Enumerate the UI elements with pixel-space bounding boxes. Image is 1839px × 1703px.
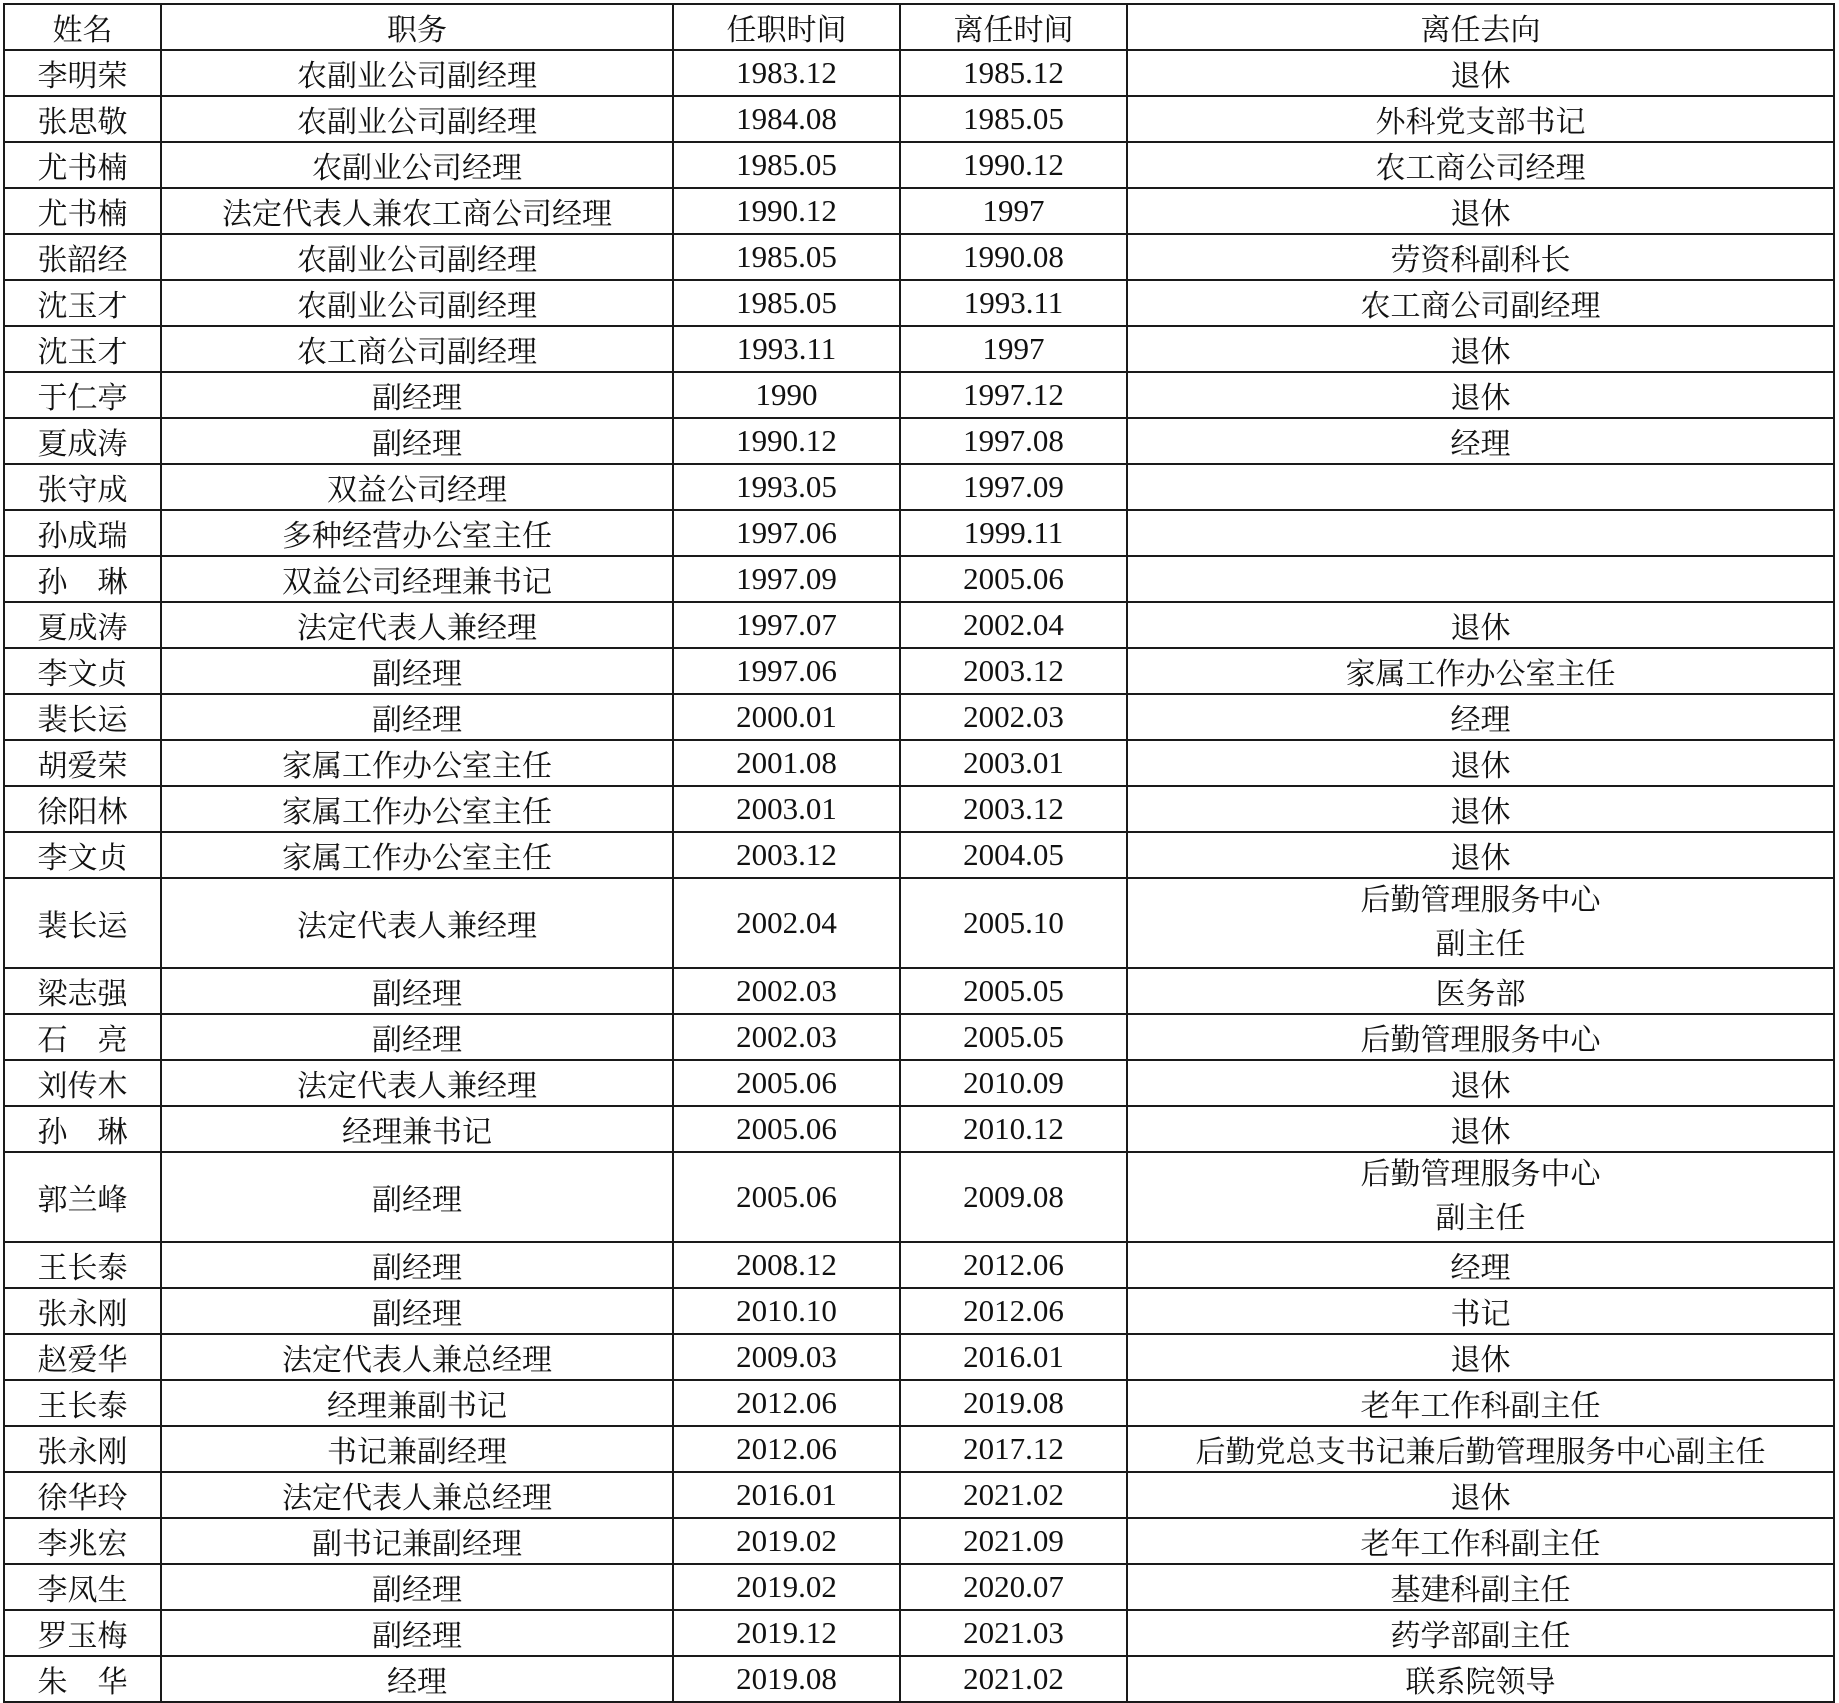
cell-name: 王长泰: [4, 1380, 161, 1426]
cell-name: 沈玉才: [4, 280, 161, 326]
cell-post: 副经理: [161, 968, 673, 1014]
table-row: [4, 1242, 1834, 1288]
cell-post: 副经理: [161, 1152, 673, 1242]
cell-post: 法定代表人兼经理: [161, 878, 673, 968]
personnel-table: [3, 3, 1835, 1703]
cell-post: 副经理: [161, 1564, 673, 1610]
cell-end-date: 1993.11: [900, 280, 1127, 326]
cell-end-date: 1990.08: [900, 234, 1127, 280]
table-row: [4, 418, 1834, 464]
cell-post: 书记兼副经理: [161, 1426, 673, 1472]
destination-line: 退休: [1450, 1343, 1511, 1378]
table-row: [4, 188, 1834, 234]
cell-end-date: 2003.01: [900, 740, 1127, 786]
cell-end-date: 2020.07: [900, 1564, 1127, 1610]
cell-name: 于仁亭: [4, 372, 161, 418]
table-row: [4, 602, 1834, 648]
cell-name: 朱 华: [4, 1656, 161, 1702]
cell-start-date: 1997.09: [673, 556, 900, 602]
destination-line: 后勤管理服务中心: [1360, 1023, 1601, 1058]
table-row: [4, 1380, 1834, 1426]
destination-line: 基建科副主任: [1390, 1573, 1571, 1608]
cell-destination: [1127, 1334, 1834, 1380]
cell-start-date: 2003.12: [673, 832, 900, 878]
table-row: [4, 1106, 1834, 1152]
cell-start-date: 1997.07: [673, 602, 900, 648]
cell-start-date: 1985.05: [673, 142, 900, 188]
cell-post: 法定代表人兼经理: [161, 1060, 673, 1106]
cell-end-date: 2016.01: [900, 1334, 1127, 1380]
cell-destination: [1127, 1014, 1834, 1060]
cell-start-date: 2019.08: [673, 1656, 900, 1702]
header-end-date: 离任时间: [900, 4, 1127, 50]
cell-post: 法定代表人兼总经理: [161, 1334, 673, 1380]
destination-line: 老年工作科副主任: [1360, 1389, 1601, 1424]
cell-start-date: 2005.06: [673, 1060, 900, 1106]
table-row: [4, 1014, 1834, 1060]
cell-end-date: 2005.10: [900, 878, 1127, 968]
cell-destination: [1127, 694, 1834, 740]
cell-end-date: 2005.05: [900, 1014, 1127, 1060]
cell-name: 张韶经: [4, 234, 161, 280]
cell-destination: [1127, 1518, 1834, 1564]
cell-end-date: 2019.08: [900, 1380, 1127, 1426]
cell-post: 副经理: [161, 1242, 673, 1288]
destination-line: 老年工作科副主任: [1360, 1527, 1601, 1562]
table-row: [4, 280, 1834, 326]
table-row: [4, 1426, 1834, 1472]
cell-end-date: 2017.12: [900, 1426, 1127, 1472]
cell-end-date: 1997: [900, 326, 1127, 372]
cell-destination: [1127, 1288, 1834, 1334]
cell-name: 夏成涛: [4, 602, 161, 648]
destination-line: 副主任: [1435, 927, 1526, 962]
cell-post: 农副业公司副经理: [161, 280, 673, 326]
cell-name: 刘传木: [4, 1060, 161, 1106]
cell-name: 张思敬: [4, 96, 161, 142]
cell-start-date: 2005.06: [673, 1106, 900, 1152]
destination-line: 联系院领导: [1405, 1665, 1556, 1700]
cell-end-date: 1990.12: [900, 142, 1127, 188]
cell-name: 石 亮: [4, 1014, 161, 1060]
cell-name: 张永刚: [4, 1426, 161, 1472]
cell-start-date: 2010.10: [673, 1288, 900, 1334]
cell-post: 副经理: [161, 694, 673, 740]
destination-line: 后勤管理服务中心: [1360, 1157, 1601, 1192]
cell-post: 副经理: [161, 1288, 673, 1334]
cell-destination: [1127, 1656, 1834, 1702]
cell-post: 经理: [161, 1656, 673, 1702]
header-name: 姓名: [4, 4, 161, 50]
destination-line: 外科党支部书记: [1375, 105, 1586, 140]
cell-destination: [1127, 1060, 1834, 1106]
cell-destination: [1127, 740, 1834, 786]
cell-start-date: 2009.03: [673, 1334, 900, 1380]
cell-end-date: 2009.08: [900, 1152, 1127, 1242]
table-row: [4, 878, 1834, 968]
cell-end-date: 2005.06: [900, 556, 1127, 602]
cell-name: 赵爱华: [4, 1334, 161, 1380]
cell-name: 孙 琳: [4, 1106, 161, 1152]
cell-end-date: 1999.11: [900, 510, 1127, 556]
cell-post: 副经理: [161, 418, 673, 464]
destination-line: 退休: [1450, 335, 1511, 370]
cell-end-date: 2010.09: [900, 1060, 1127, 1106]
cell-destination: [1127, 50, 1834, 96]
cell-name: 胡爱荣: [4, 740, 161, 786]
cell-start-date: 1990: [673, 372, 900, 418]
destination-line: 药学部副主任: [1390, 1619, 1571, 1654]
cell-name: 王长泰: [4, 1242, 161, 1288]
destination-line: 退休: [1450, 59, 1511, 94]
cell-start-date: 1985.05: [673, 234, 900, 280]
cell-post: 法定代表人兼经理: [161, 602, 673, 648]
table-row: [4, 740, 1834, 786]
table-row: [4, 968, 1834, 1014]
destination-line: 退休: [1450, 749, 1511, 784]
cell-destination: [1127, 280, 1834, 326]
destination-line: 经理: [1450, 1251, 1511, 1286]
cell-end-date: 2003.12: [900, 648, 1127, 694]
cell-end-date: 2021.02: [900, 1472, 1127, 1518]
destination-line: 退休: [1450, 197, 1511, 232]
cell-destination: [1127, 968, 1834, 1014]
cell-name: 徐阳林: [4, 786, 161, 832]
cell-start-date: 1993.05: [673, 464, 900, 510]
table-row: [4, 832, 1834, 878]
table-body: [4, 50, 1834, 1702]
cell-name: 裴长运: [4, 878, 161, 968]
cell-end-date: 2021.09: [900, 1518, 1127, 1564]
table-row: [4, 786, 1834, 832]
cell-destination: [1127, 556, 1834, 602]
cell-name: 郭兰峰: [4, 1152, 161, 1242]
cell-start-date: 2016.01: [673, 1472, 900, 1518]
cell-end-date: 1997.12: [900, 372, 1127, 418]
table-row: [4, 372, 1834, 418]
cell-post: 农副业公司经理: [161, 142, 673, 188]
cell-name: 梁志强: [4, 968, 161, 1014]
cell-end-date: 1985.12: [900, 50, 1127, 96]
table-row: [4, 96, 1834, 142]
destination-line: 退休: [1450, 841, 1511, 876]
header-destination: 离任去向: [1127, 4, 1834, 50]
table-row: [4, 1564, 1834, 1610]
cell-post: 多种经营办公室主任: [161, 510, 673, 556]
cell-post: 副经理: [161, 1014, 673, 1060]
cell-start-date: 2019.02: [673, 1564, 900, 1610]
destination-line: 退休: [1450, 1481, 1511, 1516]
cell-destination: [1127, 832, 1834, 878]
destination-line: 副主任: [1435, 1201, 1526, 1236]
cell-name: 李兆宏: [4, 1518, 161, 1564]
destination-line: 医务部: [1435, 977, 1526, 1012]
cell-name: 孙 琳: [4, 556, 161, 602]
cell-name: 李凤生: [4, 1564, 161, 1610]
cell-destination: [1127, 188, 1834, 234]
destination-line: 退休: [1450, 611, 1511, 646]
cell-end-date: 1997.09: [900, 464, 1127, 510]
cell-start-date: 2005.06: [673, 1152, 900, 1242]
table-row: [4, 1472, 1834, 1518]
cell-name: 张守成: [4, 464, 161, 510]
table-row: [4, 694, 1834, 740]
cell-post: 经理兼书记: [161, 1106, 673, 1152]
destination-line: 退休: [1450, 795, 1511, 830]
cell-name: 罗玉梅: [4, 1610, 161, 1656]
cell-post: 法定代表人兼总经理: [161, 1472, 673, 1518]
table-row: [4, 510, 1834, 556]
cell-start-date: 1983.12: [673, 50, 900, 96]
cell-destination: [1127, 96, 1834, 142]
table-row: [4, 1288, 1834, 1334]
header-row: [4, 4, 1834, 50]
cell-start-date: 2012.06: [673, 1380, 900, 1426]
cell-end-date: 2010.12: [900, 1106, 1127, 1152]
cell-post: 经理兼副书记: [161, 1380, 673, 1426]
cell-post: 农副业公司副经理: [161, 50, 673, 96]
cell-post: 法定代表人兼农工商公司经理: [161, 188, 673, 234]
destination-line: 经理: [1450, 427, 1511, 462]
cell-post: 农工商公司副经理: [161, 326, 673, 372]
table-row: [4, 326, 1834, 372]
cell-end-date: 2021.03: [900, 1610, 1127, 1656]
cell-start-date: 2002.03: [673, 1014, 900, 1060]
cell-destination: [1127, 1564, 1834, 1610]
cell-destination: [1127, 1426, 1834, 1472]
table-row: [4, 234, 1834, 280]
table-row: [4, 142, 1834, 188]
destination-line: 书记: [1450, 1297, 1511, 1332]
cell-start-date: 2012.06: [673, 1426, 900, 1472]
table-header: [4, 4, 1834, 50]
cell-destination: [1127, 878, 1834, 968]
cell-end-date: 1997.08: [900, 418, 1127, 464]
cell-destination: [1127, 1242, 1834, 1288]
cell-name: 李明荣: [4, 50, 161, 96]
destination-line: 劳资科副科长: [1390, 243, 1571, 278]
cell-start-date: 2002.03: [673, 968, 900, 1014]
table-row: [4, 1334, 1834, 1380]
table-row: [4, 556, 1834, 602]
cell-start-date: 1990.12: [673, 418, 900, 464]
cell-end-date: 2003.12: [900, 786, 1127, 832]
table-row: [4, 1656, 1834, 1702]
header-post: 职务: [161, 4, 673, 50]
cell-start-date: 2003.01: [673, 786, 900, 832]
cell-post: 副书记兼副经理: [161, 1518, 673, 1564]
cell-start-date: 2019.12: [673, 1610, 900, 1656]
cell-start-date: 1993.11: [673, 326, 900, 372]
destination-line: 家属工作办公室主任: [1345, 657, 1616, 692]
cell-name: 张永刚: [4, 1288, 161, 1334]
cell-destination: [1127, 326, 1834, 372]
cell-post: 家属工作办公室主任: [161, 740, 673, 786]
table-row: [4, 1060, 1834, 1106]
cell-destination: [1127, 1610, 1834, 1656]
cell-destination: [1127, 602, 1834, 648]
cell-start-date: 2000.01: [673, 694, 900, 740]
cell-post: 农副业公司副经理: [161, 234, 673, 280]
table-row: [4, 464, 1834, 510]
cell-start-date: 1985.05: [673, 280, 900, 326]
cell-name: 夏成涛: [4, 418, 161, 464]
cell-destination: [1127, 1380, 1834, 1426]
table-row: [4, 1518, 1834, 1564]
cell-name: 李文贞: [4, 832, 161, 878]
cell-end-date: 2002.03: [900, 694, 1127, 740]
cell-post: 农副业公司副经理: [161, 96, 673, 142]
cell-post: 双益公司经理: [161, 464, 673, 510]
destination-line: 农工商公司副经理: [1360, 289, 1601, 324]
cell-name: 徐华玲: [4, 1472, 161, 1518]
cell-end-date: 2012.06: [900, 1288, 1127, 1334]
cell-end-date: 2021.02: [900, 1656, 1127, 1702]
cell-name: 沈玉才: [4, 326, 161, 372]
cell-post: 双益公司经理兼书记: [161, 556, 673, 602]
cell-start-date: 1997.06: [673, 510, 900, 556]
cell-destination: [1127, 648, 1834, 694]
cell-destination: [1127, 1106, 1834, 1152]
destination-line: 退休: [1450, 1069, 1511, 1104]
cell-destination: [1127, 142, 1834, 188]
cell-start-date: 2019.02: [673, 1518, 900, 1564]
cell-end-date: 2005.05: [900, 968, 1127, 1014]
cell-start-date: 1990.12: [673, 188, 900, 234]
table-row: [4, 50, 1834, 96]
cell-post: 家属工作办公室主任: [161, 786, 673, 832]
cell-destination: [1127, 418, 1834, 464]
cell-name: 尤书楠: [4, 188, 161, 234]
cell-post: 副经理: [161, 648, 673, 694]
document-page: [3, 3, 1835, 1703]
cell-start-date: 1984.08: [673, 96, 900, 142]
destination-line: 退休: [1450, 381, 1511, 416]
header-start-date: 任职时间: [673, 4, 900, 50]
destination-line: 后勤党总支书记兼后勤管理服务中心副主任: [1195, 1435, 1766, 1470]
cell-end-date: 1985.05: [900, 96, 1127, 142]
cell-end-date: 1997: [900, 188, 1127, 234]
destination-line: 农工商公司经理: [1375, 151, 1586, 186]
destination-line: 后勤管理服务中心: [1360, 883, 1601, 918]
cell-end-date: 2004.05: [900, 832, 1127, 878]
cell-start-date: 2002.04: [673, 878, 900, 968]
cell-destination: [1127, 234, 1834, 280]
table-row: [4, 1610, 1834, 1656]
cell-post: 副经理: [161, 372, 673, 418]
cell-name: 裴长运: [4, 694, 161, 740]
cell-destination: [1127, 464, 1834, 510]
cell-post: 家属工作办公室主任: [161, 832, 673, 878]
cell-name: 李文贞: [4, 648, 161, 694]
cell-name: 尤书楠: [4, 142, 161, 188]
cell-destination: [1127, 372, 1834, 418]
cell-end-date: 2002.04: [900, 602, 1127, 648]
cell-start-date: 2008.12: [673, 1242, 900, 1288]
cell-destination: [1127, 1152, 1834, 1242]
cell-destination: [1127, 1472, 1834, 1518]
cell-destination: [1127, 786, 1834, 832]
table-row: [4, 648, 1834, 694]
cell-end-date: 2012.06: [900, 1242, 1127, 1288]
destination-line: 退休: [1450, 1115, 1511, 1150]
cell-start-date: 1997.06: [673, 648, 900, 694]
cell-name: 孙成瑞: [4, 510, 161, 556]
cell-destination: [1127, 510, 1834, 556]
table-row: [4, 1152, 1834, 1242]
cell-post: 副经理: [161, 1610, 673, 1656]
destination-line: 经理: [1450, 703, 1511, 738]
cell-start-date: 2001.08: [673, 740, 900, 786]
